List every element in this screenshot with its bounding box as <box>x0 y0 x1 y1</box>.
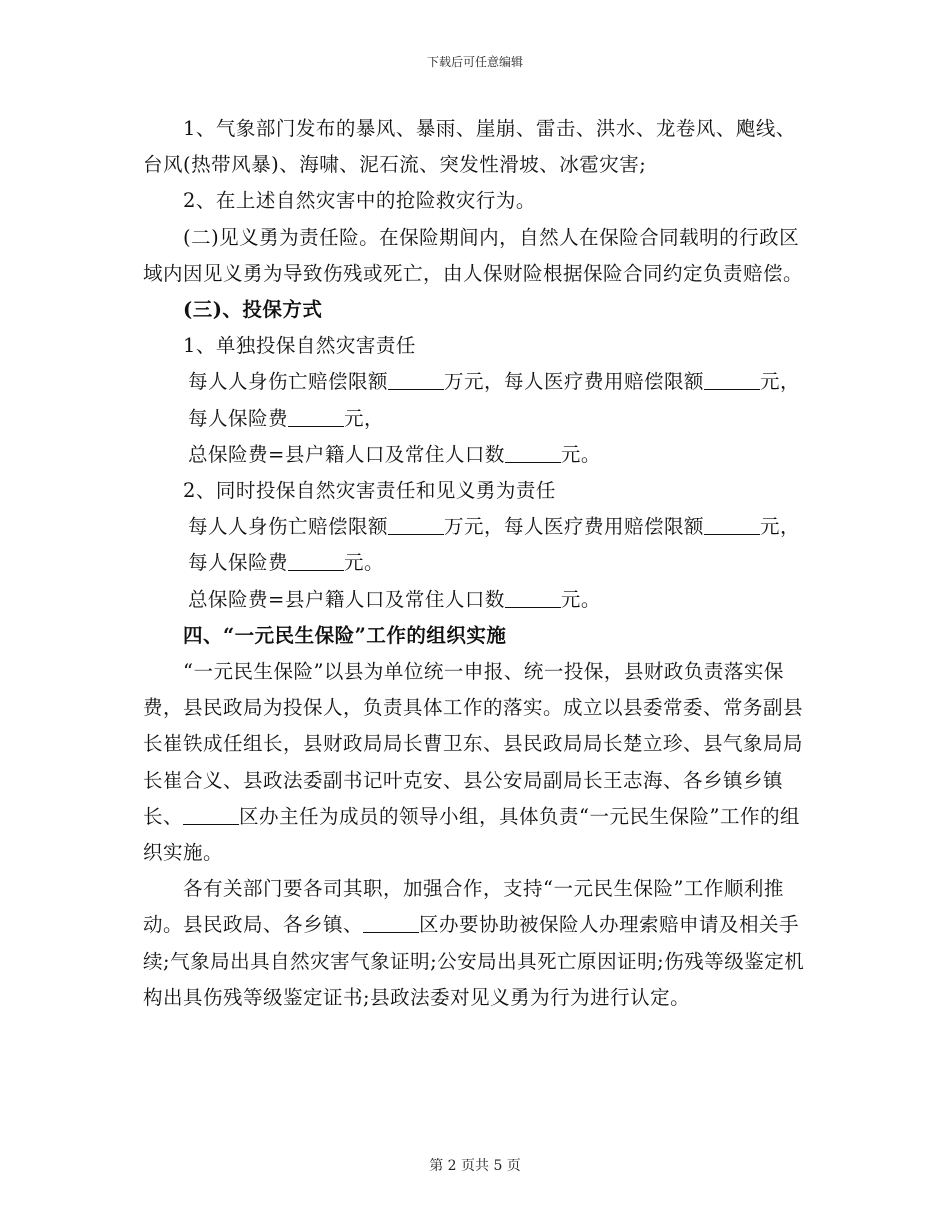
blank-field <box>388 516 444 535</box>
text-segment: 区办要协助被保险人办理索赔申请及相关手续;气象局出具自然灾害气象证明;公安局出具死亡原因证明;伤残等级鉴定机构出具伤残等级鉴定证书;县政法委对见义勇为行为进行认定。 <box>143 913 805 1009</box>
text-segment: 万元，每人医疗费用赔偿限额 <box>444 515 705 539</box>
text-segment: 各有关部门要各司其职，加强合作，支持“一元民生保险”工作顺利推动。县民政局、各乡镇、 <box>143 877 784 937</box>
section-heading-implementation: 四、“一元民生保险”工作的组织实施 <box>182 623 507 647</box>
text-segment: 每人人身伤亡赔偿限额 <box>188 515 389 539</box>
text-segment: 元， <box>760 370 801 394</box>
text-segment: 元。 <box>344 551 385 575</box>
blank-field <box>505 444 561 463</box>
paragraph-disaster-list: 1、气象部门发布的暴风、暴雨、崖崩、雷击、洪水、龙卷风、飑线、台风(热带风暴)、海啸、泥石流、突发性滑坡、冰雹灾害; <box>143 117 796 177</box>
subsection-title-1: 1、单独投保自然灾害责任 <box>182 334 416 358</box>
line-total-premium-1 <box>143 437 808 473</box>
line-total-premium-2 <box>143 582 808 618</box>
line-premium-2 <box>143 545 808 581</box>
blank-field <box>704 516 760 535</box>
section-heading-insure-method: (三)、投保方式 <box>182 298 323 322</box>
blank-field <box>704 371 760 390</box>
paragraph-organization <box>143 654 808 871</box>
text-segment: 每人保险费 <box>188 406 289 430</box>
page-footer: 第 2 页共 5 页 <box>429 1158 521 1174</box>
text-segment: 元， <box>344 406 385 430</box>
blank-field <box>288 552 344 571</box>
line-limit-2 <box>143 509 808 545</box>
text-segment: 每人保险费 <box>188 551 289 575</box>
paragraph-heroism-insurance: (二)见义勇为责任险。在保险期间内，自然人在保险合同载明的行政区域内因见义勇为导致伤残或死亡，由人保财险根据保险合同约定负责赔偿。 <box>143 225 804 285</box>
text-segment: 万元，每人医疗费用赔偿限额 <box>444 370 705 394</box>
text-segment: 元。 <box>560 587 601 611</box>
document-body <box>143 111 808 1016</box>
page-header: 下载后可任意编辑 <box>426 55 523 69</box>
blank-field <box>288 408 344 427</box>
blank-field <box>388 371 444 390</box>
text-segment: 每人人身伤亡赔偿限额 <box>188 370 389 394</box>
text-segment: 区办主任为成员的领导小组，具体负责“一元民生保险”工作的组织实施。 <box>143 804 800 865</box>
blank-field <box>363 914 419 933</box>
text-segment: 总保险费=县户籍人口及常住人口数 <box>188 442 505 466</box>
blank-field <box>183 806 239 825</box>
text-segment: 元。 <box>560 442 601 466</box>
line-limit-1 <box>143 364 808 400</box>
line-premium-1 <box>143 401 808 437</box>
text-segment: 元， <box>760 515 801 539</box>
blank-field <box>505 589 561 608</box>
text-segment: “一元民生保险”以县为单位统一申报、统一投保，县财政负责落实保费，县民政局为投保人，负责具体工作的落实。成立以县委常委、常务副县长崔铁成任组长，县财政局局长曹卫东、县民政局局长楚立珍、县气象局局长崔合义、县政法委副书记叶克安、县公安局副局长王志海、各乡镇乡镇长、 <box>143 660 804 828</box>
paragraph-rescue: 2、在上述自然灾害中的抢险救灾行为。 <box>182 189 536 213</box>
paragraph-responsibilities <box>143 871 808 1016</box>
subsection-title-2: 2、同时投保自然灾害责任和见义勇为责任 <box>182 479 556 503</box>
text-segment: 总保险费=县户籍人口及常住人口数 <box>188 587 505 611</box>
